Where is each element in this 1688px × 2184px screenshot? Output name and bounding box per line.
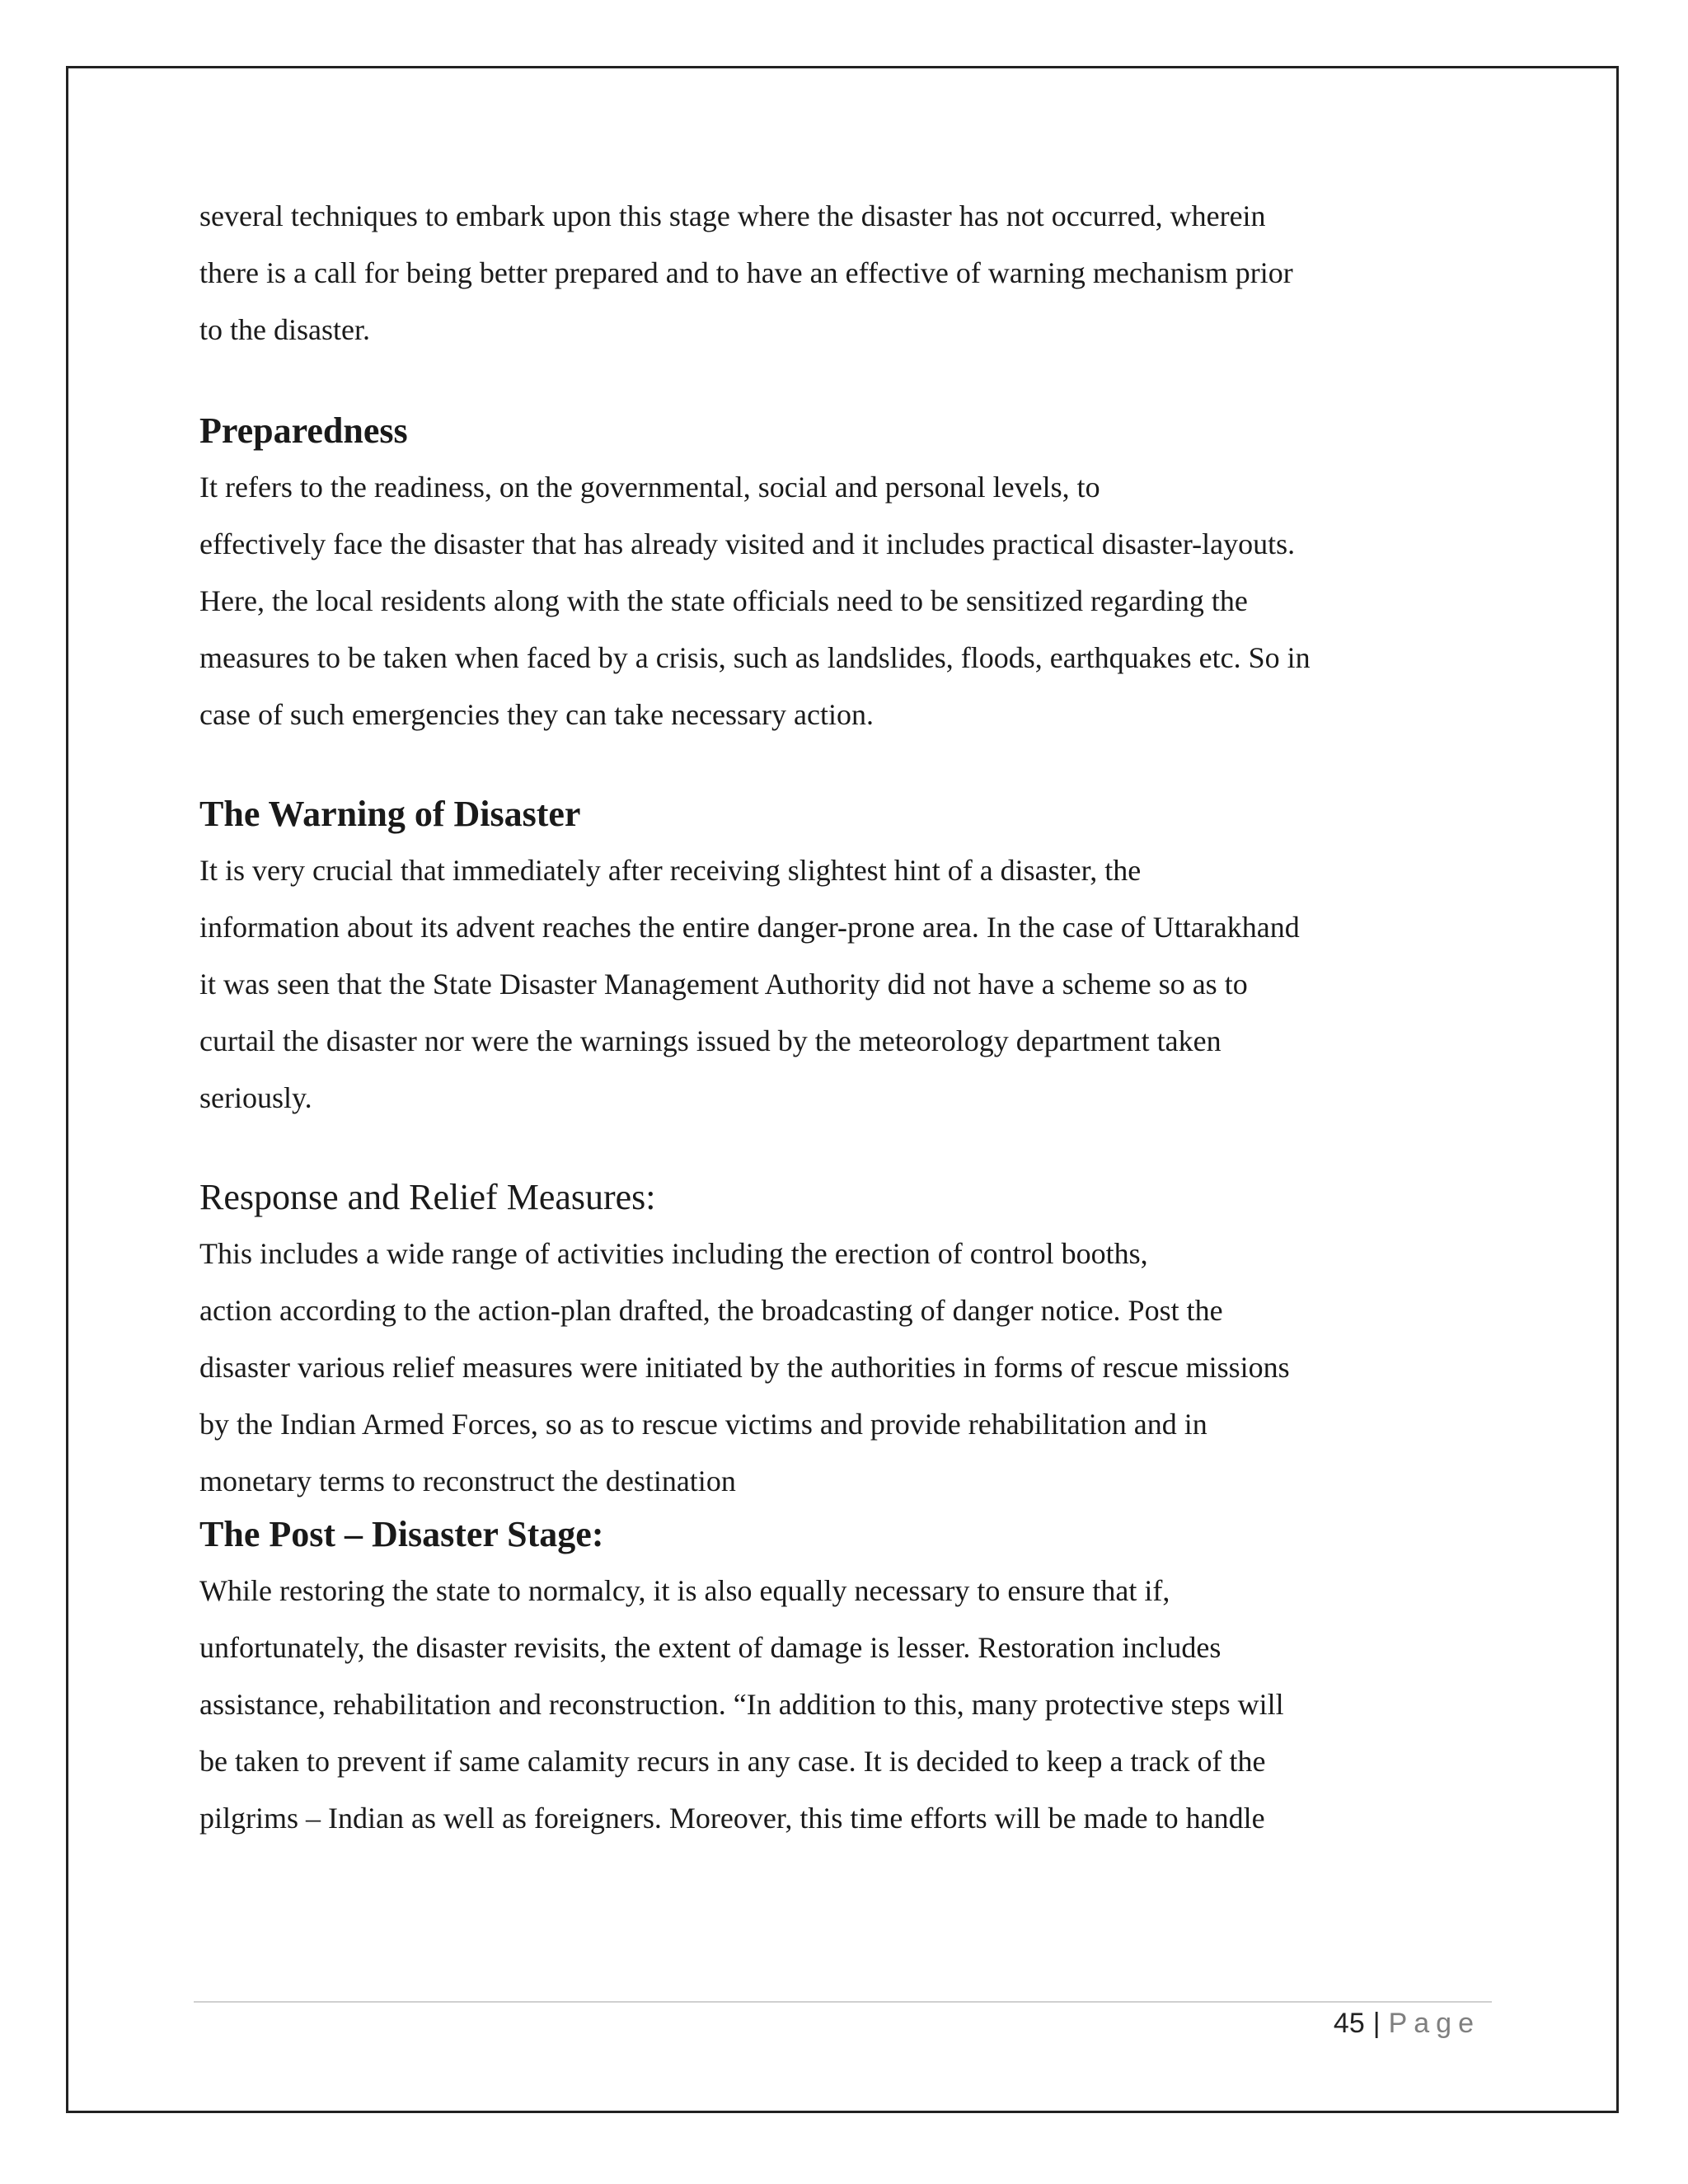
paragraph-line: unfortunately, the disaster revisits, the extent of damage is lesser. Restoration includes (199, 1631, 1221, 1664)
paragraph-line: While restoring the state to normalcy, it is also equally necessary to ensure that if, (199, 1574, 1170, 1607)
section-heading-preparedness: Preparedness (199, 410, 408, 451)
paragraph-line: action according to the action-plan drafted, the broadcasting of danger notice. Post the (199, 1294, 1223, 1327)
footer-divider (194, 2001, 1492, 2003)
paragraph-line: pilgrims – Indian as well as foreigners. Moreover, this time efforts will be made to handle (199, 1802, 1265, 1835)
paragraph-line: several techniques to embark upon this stage where the disaster has not occurred, wherein (199, 199, 1266, 232)
document-body (199, 188, 1452, 1847)
intro-paragraph (199, 188, 1452, 359)
paragraph-line: It is very crucial that immediately after receiving slightest hint of a disaster, the (199, 854, 1142, 887)
page-footer (1334, 2008, 1480, 2040)
page-number: 45 (1333, 2008, 1365, 2039)
paragraph-line: by the Indian Armed Forces, so as to rescue victims and provide rehabilitation and in (199, 1408, 1207, 1441)
warning-paragraph (199, 842, 1452, 1127)
paragraph-line: it was seen that the State Disaster Management Authority did not have a scheme so as to (199, 968, 1248, 1001)
paragraph-line: effectively face the disaster that has already visited and it includes practical disaster-layouts. (199, 527, 1296, 560)
section-heading-post-disaster: The Post – Disaster Stage: (199, 1514, 604, 1554)
paragraph-line: curtail the disaster nor were the warnings issued by the meteorology department taken (199, 1024, 1221, 1057)
post-disaster-paragraph (199, 1563, 1452, 1847)
paragraph-line: This includes a wide range of activities including the erection of control booths, (199, 1237, 1148, 1270)
paragraph-line: Here, the local residents along with the state officials need to be sensitized regarding the (199, 584, 1248, 617)
paragraph-line: It refers to the readiness, on the governmental, social and personal levels, to (199, 471, 1100, 504)
footer-separator: | (1372, 2008, 1381, 2039)
paragraph-line: measures to be taken when faced by a crisis, such as landslides, floods, earthquakes etc. So in (199, 641, 1311, 674)
paragraph-line: assistance, rehabilitation and reconstruction. “In addition to this, many protective steps will (199, 1688, 1284, 1721)
paragraph-line: disaster various relief measures were initiated by the authorities in forms of rescue missions (199, 1351, 1290, 1384)
paragraph-line: information about its advent reaches the entire danger-prone area. In the case of Uttarakhand (199, 911, 1300, 944)
paragraph-line: be taken to prevent if same calamity recurs in any case. It is decided to keep a track of the (199, 1745, 1266, 1778)
section-heading-response: Response and Relief Measures: (199, 1177, 656, 1217)
paragraph-line: monetary terms to reconstruct the destination (199, 1465, 736, 1497)
paragraph-line: case of such emergencies they can take necessary action. (199, 698, 874, 731)
section-heading-warning: The Warning of Disaster (199, 794, 581, 834)
paragraph-line: seriously. (199, 1081, 312, 1114)
preparedness-paragraph (199, 459, 1452, 743)
page-label: Page (1388, 2008, 1480, 2039)
paragraph-line: to the disaster. (199, 313, 370, 346)
response-paragraph (199, 1226, 1452, 1510)
paragraph-line: there is a call for being better prepared and to have an effective of warning mechanism prior (199, 256, 1293, 289)
